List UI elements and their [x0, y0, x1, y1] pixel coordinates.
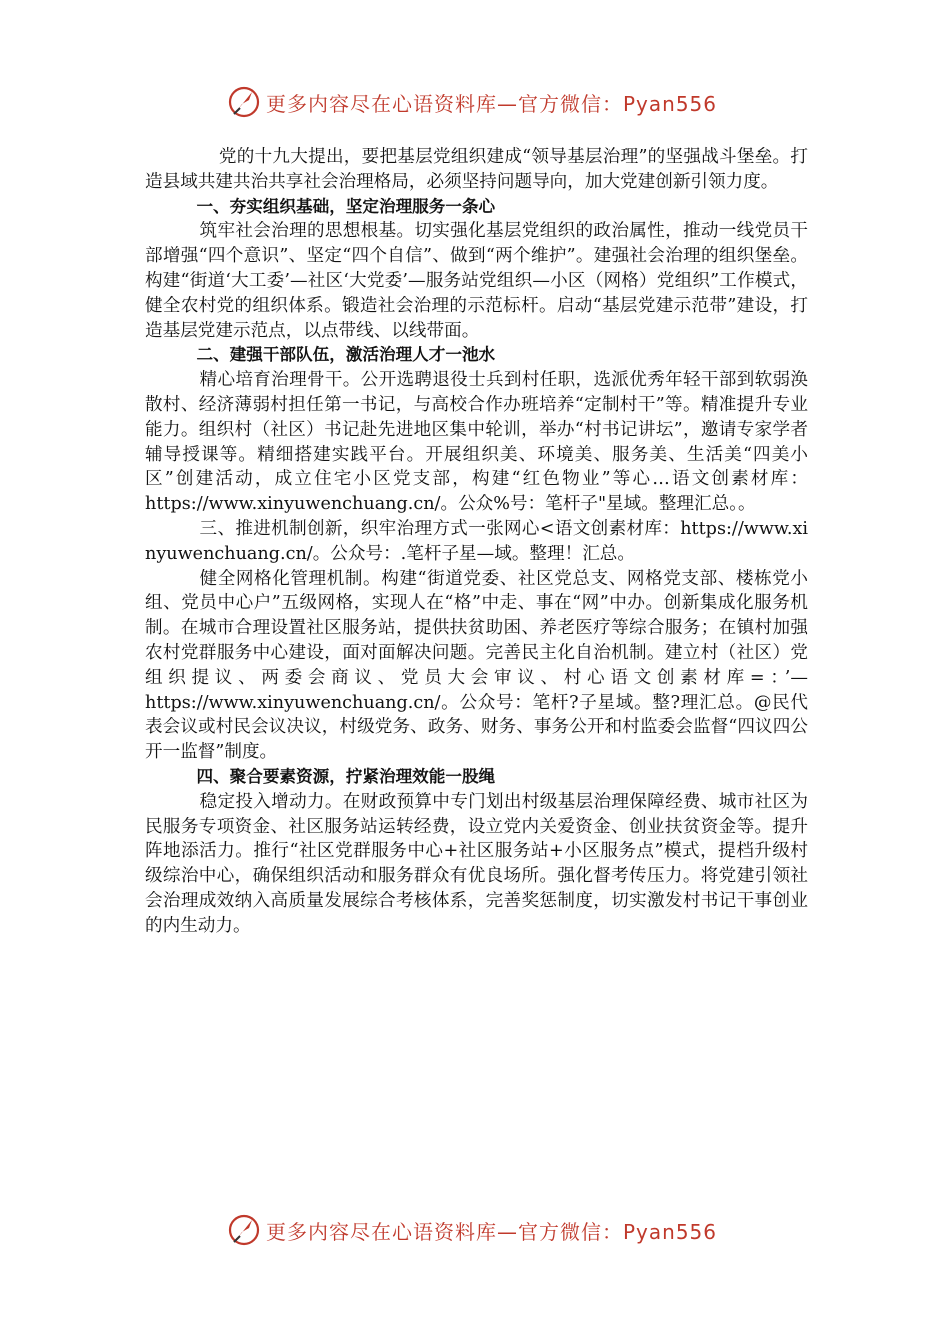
document-body — [145, 145, 808, 939]
section-heading-3: 三、推进机制创新，织牢治理方式一张网心<语文创素材库：https://www.xinyuwenchuang.cn/。公众号：.笔杆子星—域。整理！汇总。 — [145, 518, 808, 564]
section-3-body: 健全网格化管理机制。构建“街道党委、社区党总支、网格党支部、楼栋党小组、党员中心户”五级网格，实现人在“格”中走、事在“网”中办。创新集成化服务机制。在城市合理设置社区服务站，提供扶贫助困、养老医疗等综合服务；在镇村加强农村党群服务中心建设，面对面解决问题。完善民主化自治机制。建立村（社区）党组织提议、两委会商议、党员大会审议、村心语文创素材库=：’—https://www.xinyuwenchuang.cn/。公众号：笔杆?子星域。整?理汇总。@民代表会议或村民会议决议，村级党务、政务、财务、事务公开和村监委会监督“四议四公开一监督”制度。 — [145, 568, 808, 763]
quill-logo-icon — [228, 86, 260, 118]
section-heading-2: 二、建强干部队伍，激活治理人才一池水 — [196, 345, 496, 365]
section-heading-4: 四、聚合要素资源，拧紧治理效能一股绳 — [196, 766, 496, 786]
intro-paragraph: 党的十九大提出，要把基层党组织建成“领导基层治理”的坚强战斗堡垒。打造县域共建共治共享社会治理格局，必须坚持问题导向，加大党建创新引领力度。 — [145, 147, 808, 192]
section-heading-1: 一、夯实组织基础，坚定治理服务一条心 — [196, 196, 496, 216]
banner-text: 更多内容尽在心语资料库—官方微信：Pyan556 — [266, 1219, 718, 1244]
footer-banner — [228, 1210, 717, 1250]
header-banner — [228, 82, 717, 122]
section-1-body: 筑牢社会治理的思想根基。切实强化基层党组织的政治属性，推动一线党员干部增强“四个意识”、坚定“四个自信”、做到“两个维护”。建强社会治理的组织堡垒。构建“街道‘大工委’—社区‘大党委’—服务站党组织—小区（网格）党组织”工作模式，健全农村党的组织体系。锻造社会治理的示范标杆。启动“基层党建示范带”建设，打造基层党建示范点，以点带线、以线带面。 — [145, 221, 808, 341]
section-4-body: 稳定投入增动力。在财政预算中专门划出村级基层治理保障经费、城市社区为民服务专项资金、社区服务站运转经费，设立党内关爱资金、创业扶贫资金等。提升阵地添活力。推行“社区党群服务中心+社区服务站+小区服务点”模式，提档升级村级综治中心，确保组织活动和服务群众有优良场所。强化督考传压力。将党建引领社会治理成效纳入高质量发展综合考核体系，完善奖惩制度，切实激发村书记干事创业的内生动力。 — [145, 791, 808, 936]
banner-text: 更多内容尽在心语资料库—官方微信：Pyan556 — [266, 91, 718, 116]
section-2-body: 精心培育治理骨干。公开选聘退役士兵到村任职，选派优秀年轻干部到软弱涣散村、经济薄弱村担任第一书记，与高校合作办班培养“定制村干”等。精准提升专业能力。组织村（社区）书记赴先进地区集中轮训，举办“村书记讲坛”，邀请专家学者辅导授课等。精细搭建实践平台。开展组织美、环境美、服务美、生活美“四美小区”创建活动，成立住宅小区党支部，构建“红色物业”等心…语文创素材库：https://www.xinyuwenchuang.cn/。公众%号：笔杆子"星域。整理汇总。。 — [145, 370, 808, 515]
quill-logo-icon — [228, 1214, 260, 1246]
